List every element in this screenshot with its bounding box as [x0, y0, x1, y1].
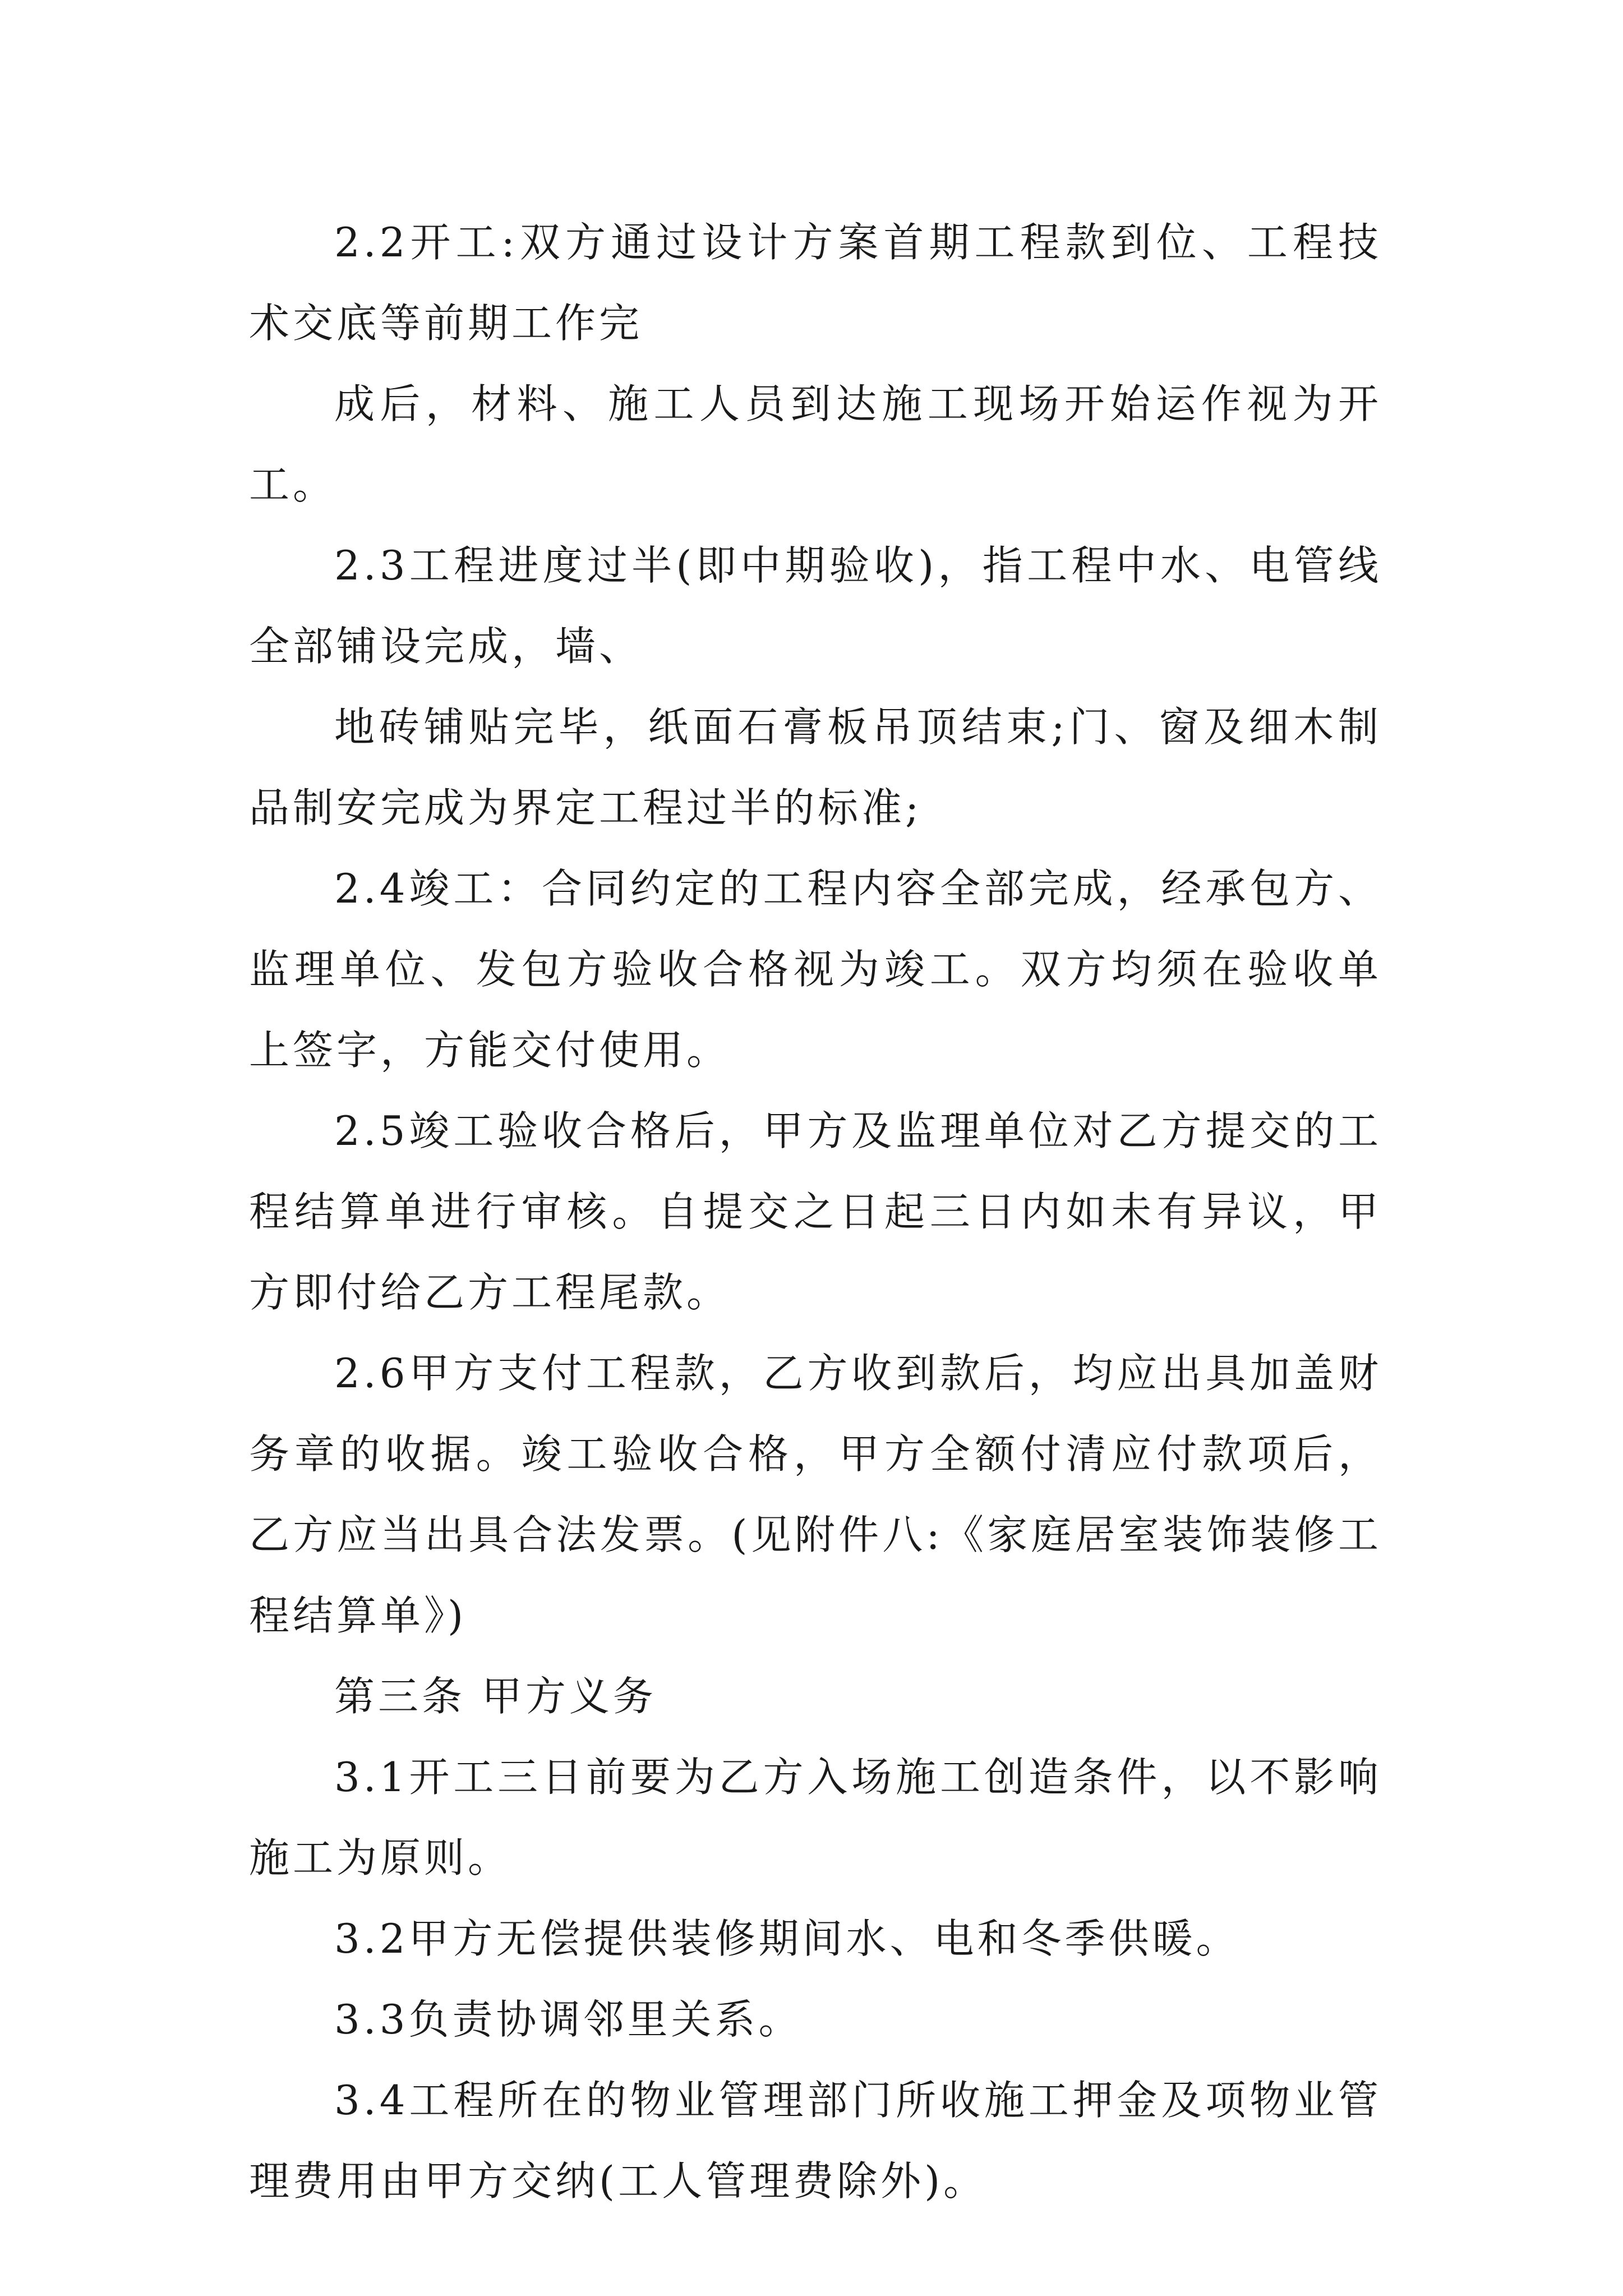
paragraph-3-2: 3.2甲方无偿提供装修期间水、电和冬季供暖。 — [334, 1915, 1240, 1962]
paragraph-2-2-continued: 成后，材料、施工人员到达施工现场开始运作视为开工。 — [249, 380, 1382, 508]
section-heading-article-3: 第三条 甲方义务 — [334, 1673, 657, 1720]
paragraph-3-1: 3.1开工三日前要为乙方入场施工创造条件，以不影响施工为原则。 — [249, 1754, 1382, 1881]
paragraph-2-3: 2.3工程进度过半(即中期验收)，指工程中水、电管线全部铺设完成，墙、 — [249, 542, 1382, 670]
paragraph-2-5: 2.5竣工验收合格后，甲方及监理单位对乙方提交的工程结算单进行审核。自提交之日起三日内如未有异议，甲方即付给乙方工程尾款。 — [249, 1107, 1382, 1316]
paragraph-3-3: 3.3负责协调邻里关系。 — [334, 1996, 803, 2043]
paragraph-3-4: 3.4工程所在的物业管理部门所收施工押金及项物业管理费用由甲方交纳(工人管理费除外)。 — [249, 2077, 1382, 2205]
paragraph-2-2: 2.2开工:双方通过设计方案首期工程款到位、工程技术交底等前期工作完 — [249, 219, 1382, 347]
paragraph-2-6: 2.6甲方支付工程款，乙方收到款后，均应出具加盖财务章的收据。竣工验收合格，甲方全额付清应付款项后，乙方应当出具合法发票。(见附件八:《家庭居室装饰装修工程结算单》) — [249, 1350, 1382, 1639]
document-body — [249, 202, 1382, 2221]
paragraph-2-3-continued: 地砖铺贴完毕，纸面石膏板吊顶结束;门、窗及细木制品制安完成为界定工程过半的标准; — [249, 703, 1382, 831]
paragraph-2-4: 2.4竣工：合同约定的工程内容全部完成，经承包方、监理单位、发包方验收合格视为竣工。双方均须在验收单上签字，方能交付使用。 — [249, 865, 1382, 1074]
